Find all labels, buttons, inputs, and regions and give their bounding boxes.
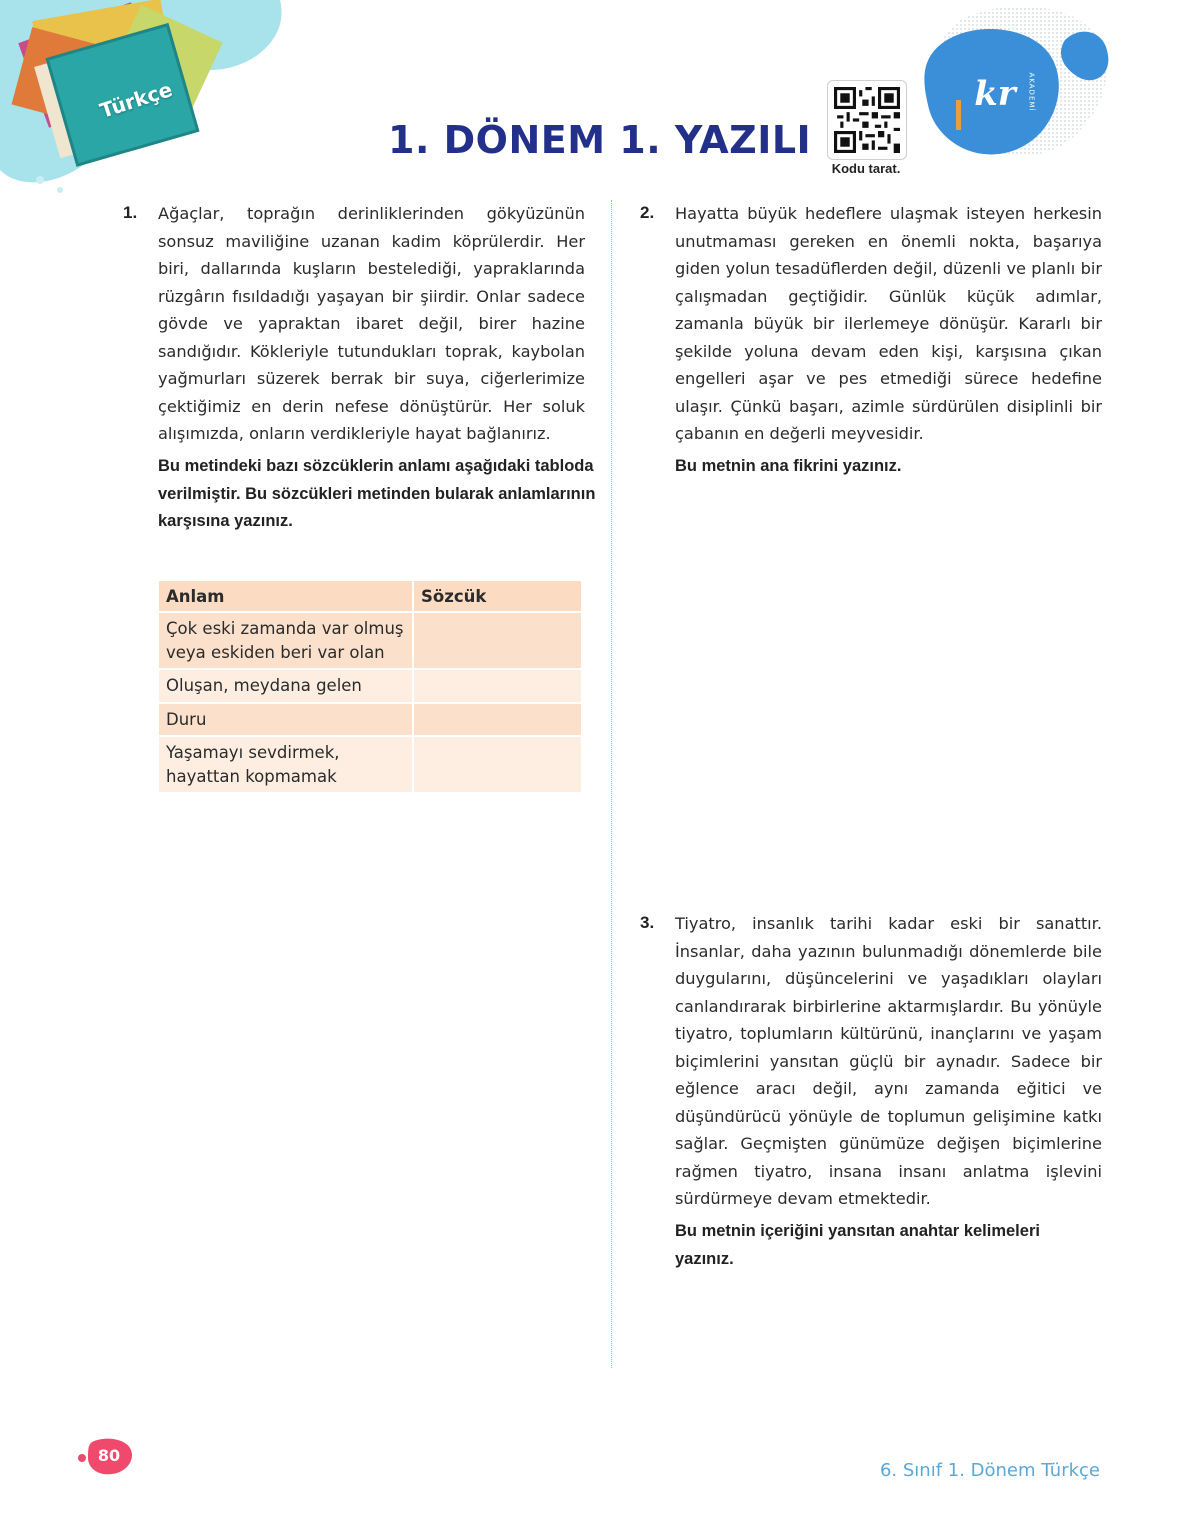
page-number: 80 [97,1446,121,1465]
question-3-number: 3. [640,913,655,932]
subject-label: Türkçe [96,77,176,123]
qr-code-icon [834,87,900,153]
table-cell-answer[interactable] [414,670,581,702]
question-2-text: Hayatta büyük hedeflere ulaşmak isteyen herkesin unutmaması gereken en önemli nokta, başarıya giden yolun tesadüflerden değil, düzenli ve planlı bir çalışmadan geçtiğidir. Günlük küçük adımlar, zamanla büyük bir ilerlemeye dönüşür. Kararlı bir şekilde yoluna devam eden kişi, karşısına çıkan engelleri aşar ve pes etmediği sürece hedefine ulaşır. Çünkü başarı, azimle sürdürülen disiplinli bir çabanın en değerli meyvesidir. [675,204,1102,443]
table-row [159,704,581,736]
page-title: 1. DÖNEM 1. YAZILI [388,118,812,162]
brand-logo-icon [900,0,1200,170]
column-divider [611,200,612,1368]
table-cell-answer[interactable] [414,613,581,668]
table-row [159,670,581,702]
qr-code[interactable] [827,80,907,160]
vocabulary-table [157,579,583,794]
qr-caption: Kodu tarat. [831,161,901,176]
question-2-instruction: Bu metnin ana fikrini yazınız. [675,457,902,475]
table-row [159,613,581,668]
table-cell-meaning: Çok eski zamanda var olmuş veya eskiden beri var olan [159,613,412,668]
brand-sub-text: AKADEMİ [1027,72,1036,112]
question-2-number: 2. [640,203,655,222]
question-1-instruction: Bu metindeki bazı sözcüklerin anlamı aşağıdaki tabloda verilmiştir. Bu sözcükleri metinden bularak anlamlarının karşısına yazınız. [158,457,596,530]
table-cell-meaning: Oluşan, meydana gelen [159,670,412,702]
brand-logo-text: kr [974,74,1016,114]
table-header-row [159,581,581,611]
table-header-word: Sözcük [414,581,581,611]
table-cell-answer[interactable] [414,737,581,792]
question-3-instruction: Bu metnin içeriğini yansıtan anahtar kelimeleri yazınız. [675,1222,1040,1268]
table-row [159,737,581,792]
question-1-text: Ağaçlar, toprağın derinliklerinden gökyüzünün sonsuz maviliğine uzanan kadim köprülerdir. Her biri, dallarında kuşların bestelediği, yapraklarında rüzgârın fısıldadığı yaşayan bir şiirdir. Onlar sadece gövde ve yapraktan ibaret değil, birer hazine sandığıdır. Kökleriyle tutundukları toprak, kaybolan yağmurları süzerek berrak bir suya, ciğerlerimize çektiğimiz en derin nefese dönüştürür. Her soluk alışımızda, onların verdikleriyle hayat bağlanırız. [158,204,585,443]
question-1-number: 1. [123,203,138,222]
footer-book-title: 6. Sınıf 1. Dönem Türkçe [879,1460,1100,1481]
table-cell-answer[interactable] [414,704,581,736]
table-header-meaning: Anlam [159,581,412,611]
question-3-text: Tiyatro, insanlık tarihi kadar eski bir sanattır. İnsanlar, daha yazının bulunmadığı dönemlerde bile duygularını, düşüncelerini ve yaşadıkları olayları canlandırarak birbirlerine aktarmışlardır. Bu yönüyle tiyatro, toplumların kültürünü, inançlarını ve yaşam biçimlerini yansıtan güçlü bir aynadır. Sadece bir eğlence aracı değil, aynı zamanda eğitici ve düşündürücü yönüyle de toplumun gelişimine katkı sağlar. Geçmişten günümüze değişen biçimlerine rağmen tiyatro, insana insanı anlatma işlevini sürdürmeye devam etmektedir. [675,914,1102,1208]
table-cell-meaning: Yaşamayı sevdirmek, hayattan kopmamak [159,737,412,792]
table-cell-meaning: Duru [159,704,412,736]
